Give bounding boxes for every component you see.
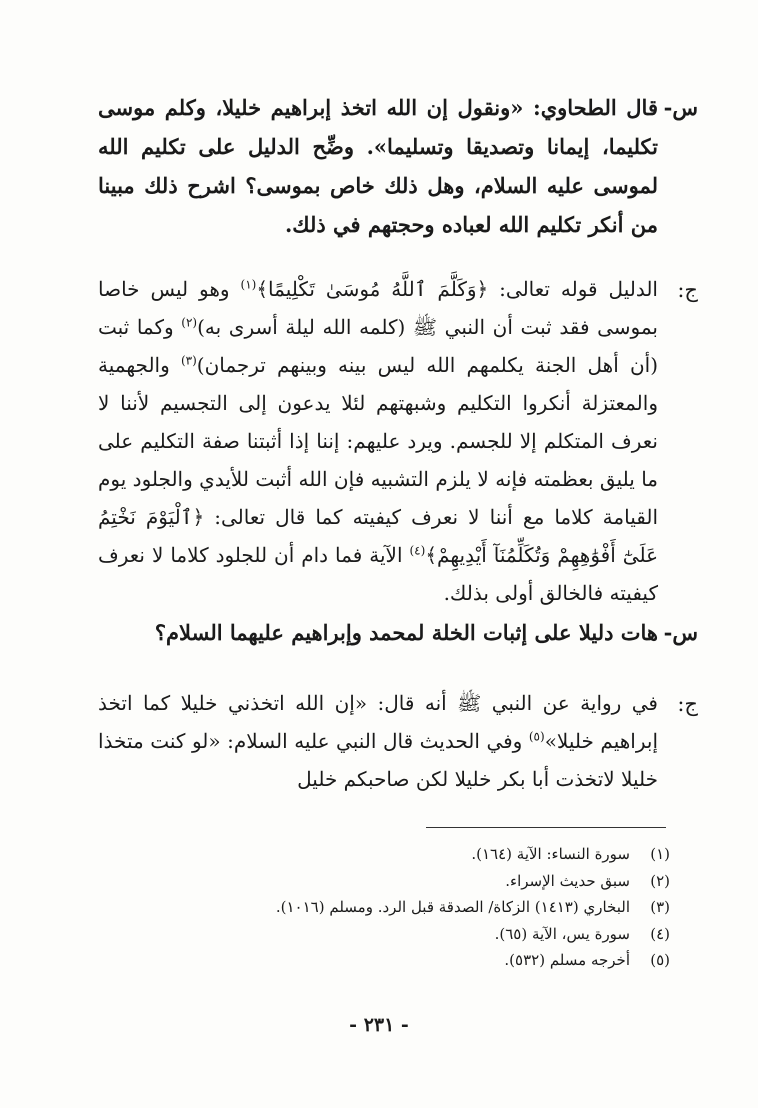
footnote-text: سورة يس، الآية (٦٥). [494, 924, 630, 943]
footnote [98, 947, 670, 974]
footnote-ref[interactable]: (٢) [181, 315, 198, 330]
footnote-text: سورة النساء: الآية (١٦٤). [471, 845, 630, 863]
footnote-text: البخاري (١٤١٣) الزكاة/ الصدقة قبل الرد. ومسلم (١٠١٦). [275, 898, 630, 916]
footnote-number: (٣) [650, 898, 670, 916]
answer-2 [98, 684, 698, 798]
footnote-text: أخرجه مسلم (٥٣٢). [504, 951, 630, 969]
footnote-ref[interactable]: (٥) [528, 729, 545, 744]
answer-text-part: وفي الحديث قال النبي عليه السلام: «لو كنت متخذا خليلا لاتخذت أبا بكر خليلا لكن صاحبكم خليل [98, 729, 658, 791]
answer-text [98, 684, 658, 798]
quran-verse: ﴿ٱلْيَوْمَ نَخْتِمُ عَلَىٰٓ أَفْوَٰهِهِمْ وَتُكَلِّمُنَآ أَيْدِيهِمْ﴾ [98, 505, 658, 567]
footnote-number: (٢) [650, 871, 670, 890]
footnote-text: سبق حديث الإسراء. [505, 871, 630, 890]
question-text: قال الطحاوي: «ونقول إن الله اتخذ إبراهيم خليلا، وكلم موسى تكليما، إيمانا وتصديقا وتسليما». وضِّح الدليل على تكليم الله لموسى عليه السلام، وهل ذلك خاص بموسى؟ اشرح ذلك مبينا من أنكر تكليم الله لعباده وحجتهم في ذلك. [98, 95, 658, 237]
answer-label: ج: [677, 692, 698, 716]
footnote [98, 841, 670, 868]
answer-text [98, 270, 658, 612]
footnote-ref[interactable]: (١) [240, 277, 257, 292]
footnote [98, 894, 670, 921]
footnote-ref[interactable]: (٣) [180, 353, 197, 368]
answer-text-part: والجهمية والمعتزلة أنكروا التكليم وشبهتهم لئلا يدعون إلى التجسيم لأننا لا نعرف المتكلم إلا للجسم. ويرد عليهم: إننا إذا أثبتنا صفة التكليم على ما يليق بعظمته فإنه لا يلزم التشبيه فإن الله أثبت للأيدي والجلود يوم القيامة كلاما مع أننا لا نعرف كيفيته كما قال تعالى: [98, 353, 658, 529]
answer-text-part: وكما ثبت (أن أهل الجنة يكلمهم الله ليس بينه وبينهم ترجمان) [98, 315, 658, 377]
footnote-number: (١) [650, 845, 670, 863]
answer-text-part: الآية فما دام أن للجلود كلاما لا نعرف كيفيته فالخالق أولى بذلك. [98, 543, 658, 605]
footnote-divider [426, 827, 666, 828]
question-2 [98, 613, 698, 652]
footnotes [98, 841, 670, 974]
question-1 [98, 88, 698, 244]
answer-label: ج: [677, 278, 698, 302]
answer-text-part: في رواية عن النبي ﷺ أنه قال: «إن الله اتخذني خليلا كما اتخذ إبراهيم خليلا» [98, 691, 659, 753]
question-label: س- [663, 620, 698, 645]
answer-text-part: وهو ليس خاصا بموسى فقد ثبت أن النبي ﷺ (كلمه الله ليلة أسرى به) [98, 277, 658, 339]
footnote-ref[interactable]: (٤) [409, 543, 426, 558]
answer-1 [98, 270, 698, 612]
quran-verse: ﴿وَكَلَّمَ ٱللَّهُ مُوسَىٰ تَكْلِيمًا﴾ [256, 277, 489, 301]
page-number: - ٢٣١ - [349, 1014, 409, 1036]
footnote [98, 921, 670, 948]
question-label: س- [663, 95, 698, 120]
answer-text-part: الدليل قوله تعالى: [488, 277, 658, 301]
footnote [98, 868, 670, 895]
footnote-number: (٤) [650, 924, 670, 943]
footnote-number: (٥) [650, 951, 670, 969]
question-text: هات دليلا على إثبات الخلة لمحمد وإبراهيم عليهما السلام؟ [154, 620, 658, 645]
